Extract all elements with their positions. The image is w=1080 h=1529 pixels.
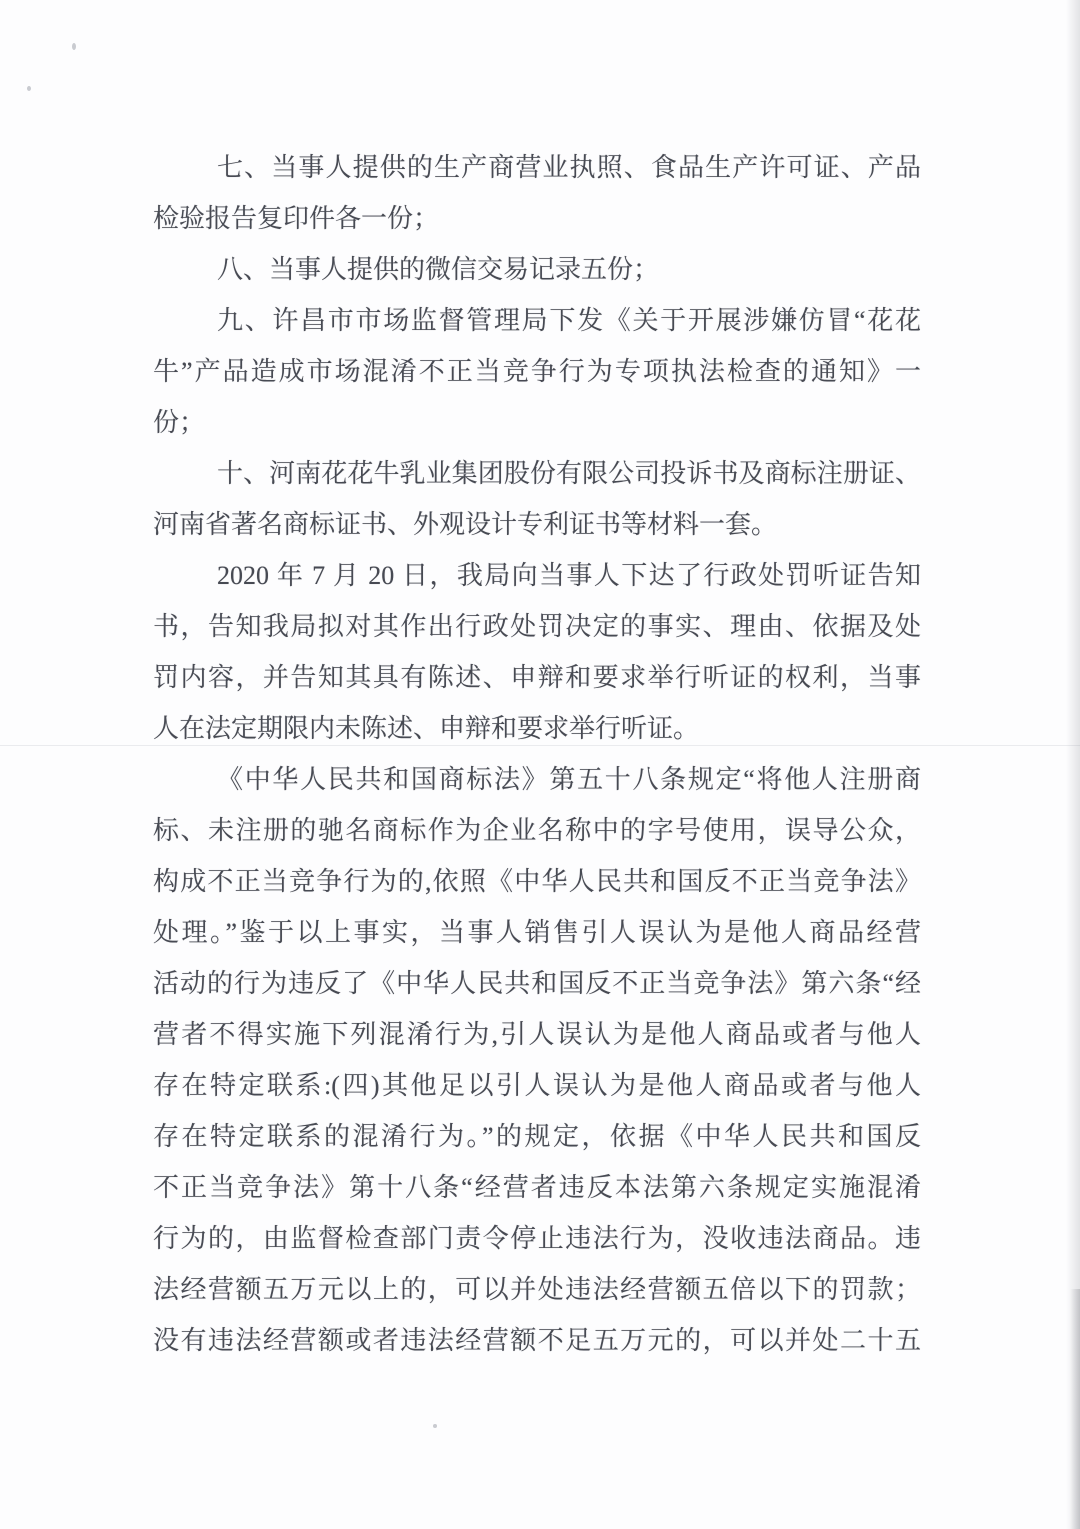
document-line: 十、河南花花牛乳业集团股份有限公司投诉书及商标注册证、 — [217, 459, 921, 488]
document-line: 构成不正当竞争行为的,依照《中华人民共和国反不正当竞争法》 — [153, 867, 921, 896]
document-line: 人在法定期限内未陈述、申辩和要求举行听证。 — [153, 714, 700, 743]
scan-corner-shade — [1070, 1289, 1080, 1529]
document-line: 营者不得实施下列混淆行为,引人误认为是他人商品或者与他人 — [153, 1020, 921, 1049]
document-line: 存在特定联系:(四)其他足以引人误认为是他人商品或者与他人 — [153, 1071, 921, 1100]
document-line: 标、未注册的驰名商标作为企业名称中的字号使用，误导公众， — [153, 816, 921, 845]
document-line: 牛”产品造成市场混淆不正当竞争行为专项执法检查的通知》一 — [153, 357, 921, 386]
document-line: 八、当事人提供的微信交易记录五份； — [217, 255, 660, 284]
document-line: 检验报告复印件各一份； — [153, 204, 440, 233]
document-line: 活动的行为违反了《中华人民共和国反不正当竞争法》第六条“经 — [153, 969, 921, 998]
scan-speck — [433, 1424, 437, 1428]
document-text — [153, 142, 921, 1366]
document-line: 九、许昌市市场监督管理局下发《关于开展涉嫌仿冒“花花 — [217, 306, 921, 335]
document-line: 《中华人民共和国商标法》第五十八条规定“将他人注册商 — [217, 765, 921, 794]
document-line: 处理。”鉴于以上事实，当事人销售引人误认为是他人商品经营 — [153, 918, 921, 947]
document-line: 2020 年 7 月 20 日，我局向当事人下达了行政处罚听证告知 — [217, 561, 921, 590]
document-line: 没有违法经营额或者违法经营额不足五万元的，可以并处二十五 — [153, 1326, 921, 1355]
scan-speck — [27, 86, 31, 91]
document-line: 份； — [153, 408, 206, 437]
document-line: 书，告知我局拟对其作出行政处罚决定的事实、理由、依据及处 — [153, 612, 921, 641]
document-line: 行为的，由监督检查部门责令停止违法行为，没收违法商品。违 — [153, 1224, 921, 1253]
document-line: 河南省著名商标证书、外观设计专利证书等材料一套。 — [153, 510, 778, 539]
scan-speck — [72, 43, 76, 50]
document-line: 存在特定联系的混淆行为。”的规定，依据《中华人民共和国反 — [153, 1122, 921, 1151]
document-line: 不正当竞争法》第十八条“经营者违反本法第六条规定实施混淆 — [153, 1173, 921, 1202]
document-line: 法经营额五万元以上的，可以并处违法经营额五倍以下的罚款； — [153, 1275, 921, 1304]
scan-fold-line — [0, 745, 1080, 746]
document-line: 七、当事人提供的生产商营业执照、食品生产许可证、产品 — [217, 153, 921, 182]
document-line: 罚内容，并告知其具有陈述、申辩和要求举行听证的权利，当事 — [153, 663, 921, 692]
